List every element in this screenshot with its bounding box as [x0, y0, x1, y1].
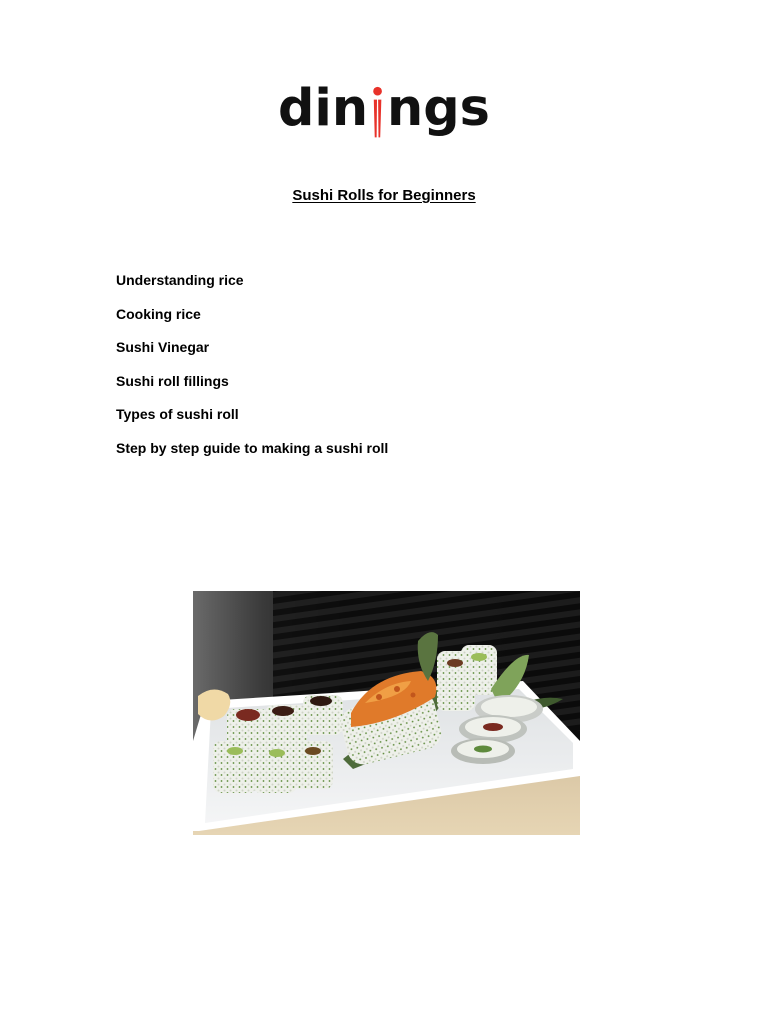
toc-item-sushi-roll-fillings: Sushi roll fillings	[116, 372, 229, 389]
toc-item-cooking-rice: Cooking rice	[116, 305, 201, 322]
document-title	[0, 187, 768, 205]
table-of-contents	[116, 271, 388, 473]
logo-wordmark-left: din	[278, 80, 369, 139]
toc-item-types-of-sushi-roll: Types of sushi roll	[116, 406, 239, 423]
toc-item-sushi-vinegar: Sushi Vinegar	[116, 339, 210, 356]
logo-mark	[278, 80, 492, 142]
dinings-logo	[278, 80, 492, 142]
logo-i-dot-icon	[373, 87, 382, 96]
sushi-platter-illustration	[193, 591, 580, 835]
toc-item-understanding-rice: Understanding rice	[116, 272, 244, 288]
toc-item-step-by-step-guide: Step by step guide to making a sushi roll	[116, 439, 389, 456]
document-title-text: Sushi Rolls for Beginners	[292, 187, 476, 204]
maki-rolls-left	[213, 695, 343, 793]
logo-chopstick-icon	[378, 100, 381, 138]
sushi-platter-photo	[193, 591, 580, 835]
logo-chopstick-icon	[374, 100, 377, 138]
logo-wordmark-right: ngs	[386, 80, 490, 139]
